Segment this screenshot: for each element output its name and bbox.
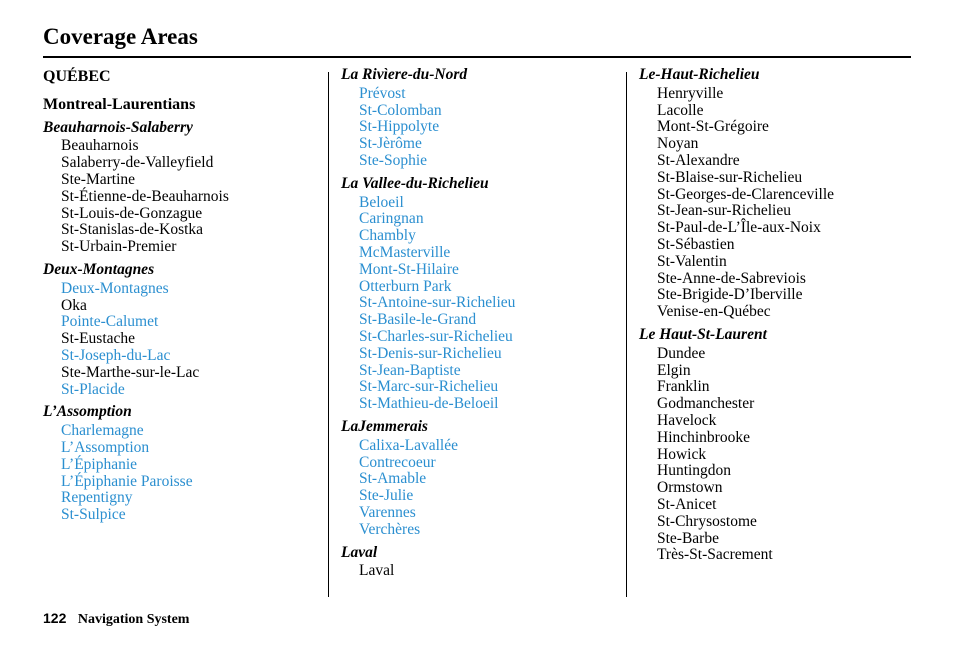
city-link[interactable]: L’Assomption [61,438,150,456]
city-link[interactable]: Beloeil [359,193,404,211]
city-link[interactable]: McMasterville [359,243,451,261]
city-link[interactable]: St-Placide [61,380,125,398]
city-name: St-Chrysostome [657,512,757,530]
city-link[interactable]: St-Jean-Baptiste [359,361,461,379]
city-name: St-Louis-de-Gonzague [61,204,203,222]
city-name: Hinchinbrooke [657,428,750,446]
city-name: St-Étienne-de-Beauharnois [61,187,229,205]
page-footer [43,610,189,628]
footer-label: Navigation System [77,612,190,627]
city-link[interactable]: Chambly [359,227,416,245]
area-section [341,67,621,170]
area-heading: Beauharnois-Salaberry [43,118,193,136]
city-link[interactable]: Deux-Montagnes [61,279,169,297]
city-name: St-Jean-sur-Richelieu [657,202,791,220]
city-link[interactable]: Pointe-Calumet [61,313,159,331]
city-link[interactable]: St-Joseph-du-Lac [61,346,171,364]
city-name: St-Blaise-sur-Richelieu [657,168,803,186]
city-name: Henryville [657,84,724,102]
city-link[interactable]: Calixa-Lavallée [359,436,458,454]
area-heading: Le-Haut-Richelieu [639,66,760,83]
city-link[interactable]: Mont-St-Hilaire [359,260,459,278]
city-link[interactable]: Prévost [359,84,406,102]
city-link[interactable]: St-Denis-sur-Richelieu [359,344,502,362]
city-name: Lacolle [657,101,704,119]
column-1-sections [43,120,323,524]
city-name: Noyan [657,135,699,153]
city-name: Ste-Marthe-sur-le-Lac [61,363,200,381]
city-link[interactable]: L’Épiphanie Paroisse [61,472,193,490]
city-name: Beauharnois [61,137,139,155]
area-section [341,176,621,413]
city-name: Godmanchester [657,395,755,413]
city-name: St-Georges-de-Clarenceville [657,185,835,203]
city-name: St-Paul-de-L’Île-aux-Noix [657,219,821,237]
area-section [43,120,323,256]
column-2 [341,67,621,586]
page-number: 122 [43,610,67,626]
area-heading: LaJemmerais [341,417,428,435]
city-link[interactable]: St-Amable [359,470,427,488]
city-link[interactable]: Contrecoeur [359,453,436,471]
city-name: St-Sébastien [657,235,735,253]
city-link[interactable]: St-Antoine-sur-Richelieu [359,294,516,312]
city-name: Ormstown [657,479,723,497]
city-name: St-Anicet [657,495,717,513]
column-2-sections [341,67,621,580]
city-name: Venise-en-Québec [657,303,771,321]
city-name: Elgin [657,361,691,379]
city-link[interactable]: St-Charles-sur-Richelieu [359,327,513,345]
city-name: St-Urbain-Premier [61,238,177,256]
city-link[interactable]: St-Mathieu-de-Beloeil [359,395,499,413]
city-link[interactable]: Ste-Sophie [359,151,428,169]
city-name: Salaberry-de-Valleyfield [61,154,214,172]
area-section [341,545,621,581]
area-heading: Laval [341,543,378,561]
city-name: Mont-St-Grégoire [657,118,769,136]
area-heading: La Vallee-du-Richelieu [341,174,489,192]
city-link[interactable]: St-Colomban [359,101,442,119]
city-name: St-Stanislas-de-Kostka [61,221,204,239]
city-name: Ste-Barbe [657,529,719,547]
city-name: Huntingdon [657,462,732,480]
province-heading: QUÉBEC [43,68,111,85]
city-name: Très-St-Sacrement [657,546,773,564]
city-name: St-Eustache [61,330,136,348]
city-name: Dundee [657,344,706,362]
region-heading: Montreal-Laurentians [43,95,196,113]
area-heading: Le Haut-St-Laurent [639,325,767,343]
city-name: Havelock [657,411,717,429]
area-heading: La Rivìere-du-Nord [341,66,468,83]
city-name: Ste-Martine [61,170,136,188]
area-section [639,67,919,321]
city-link[interactable]: Caringnan [359,210,424,228]
column-divider-1 [328,72,329,597]
city-link[interactable]: St-Marc-sur-Richelieu [359,378,499,396]
city-link[interactable]: Otterburn Park [359,277,452,295]
city-name: Ste-Anne-de-Sabreviois [657,269,806,287]
city-name: Oka [61,296,87,314]
area-section [639,327,919,564]
city-link[interactable]: Verchères [359,520,421,538]
column-1 [43,67,323,530]
area-section [43,262,323,398]
area-heading: L’Assomption [43,403,132,421]
city-name: Franklin [657,378,710,396]
area-section [43,404,323,524]
city-link[interactable]: Charlemagne [61,422,144,440]
city-link[interactable]: St-Sulpice [61,506,126,524]
page-title: Coverage Areas [43,24,198,49]
column-divider-2 [626,72,627,597]
city-link[interactable]: Repentigny [61,489,133,507]
city-name: Ste-Brigide-D’Iberville [657,286,803,304]
column-3 [639,67,919,570]
column-3-sections [639,67,919,564]
city-name: St-Valentin [657,252,727,270]
title-divider [43,56,911,58]
area-heading: Deux-Montagnes [43,260,155,278]
city-link[interactable]: St-Basile-le-Grand [359,311,477,329]
city-name: Laval [359,562,395,580]
city-link[interactable]: St-Jèrôme [359,135,422,153]
city-name: St-Alexandre [657,151,740,169]
city-name: Howick [657,445,707,463]
city-link[interactable]: Ste-Julie [359,487,414,505]
city-link[interactable]: Varennes [359,503,416,521]
area-section [341,419,621,539]
city-link[interactable]: St-Hippolyte [359,118,440,136]
city-link[interactable]: L’Épiphanie [61,455,138,473]
